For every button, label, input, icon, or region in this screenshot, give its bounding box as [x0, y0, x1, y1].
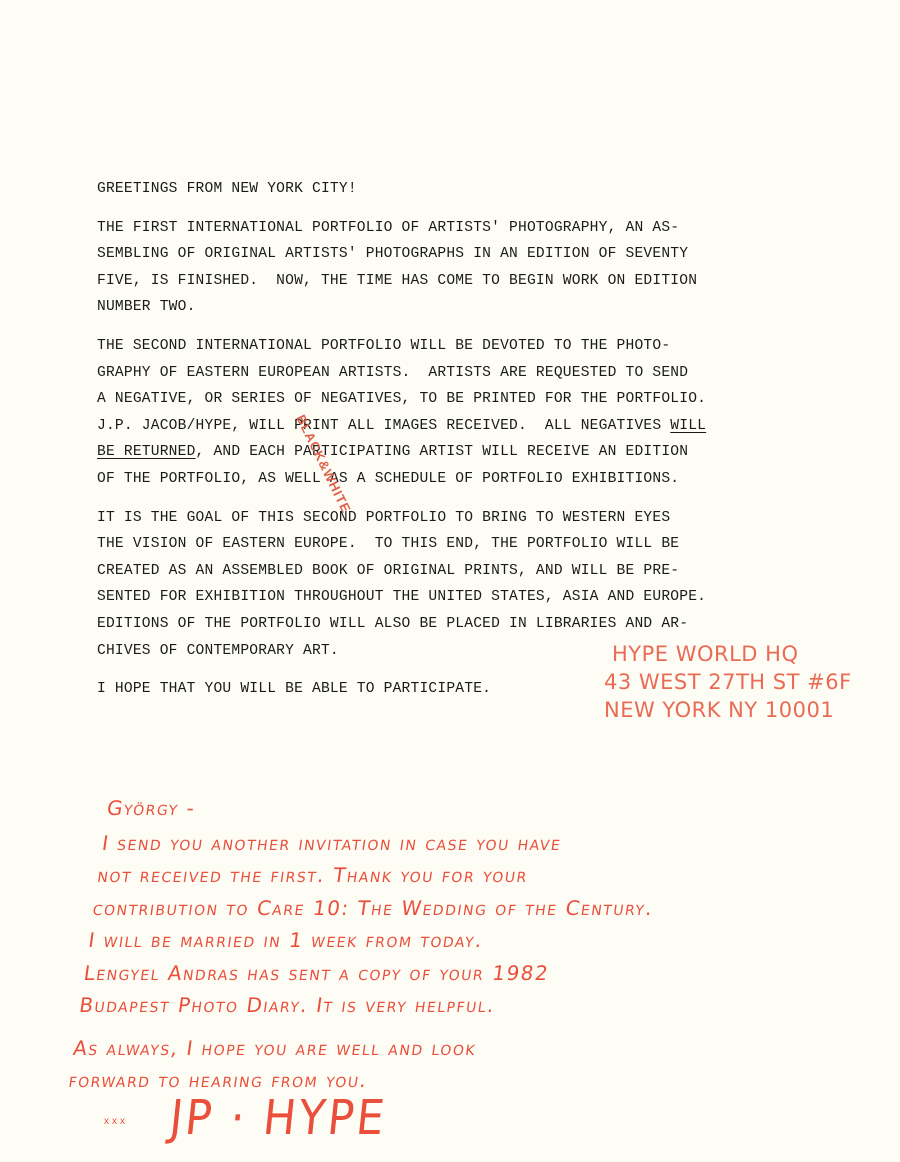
p3-line: CHIVES OF CONTEMPORARY ART.: [97, 642, 339, 659]
signature: JP · HYPE: [167, 1090, 390, 1146]
note-line: not received the first. Thank you for your: [96, 863, 530, 887]
p2-line: OF THE PORTFOLIO, AS WELL AS A SCHEDULE OF PORTFOLIO EXHIBITIONS.: [97, 470, 680, 487]
p1-line: SEMBLING OF ORIGINAL ARTISTS' PHOTOGRAPHS IN AN EDITION OF SEVENTY: [97, 246, 689, 263]
handwritten-note: [67, 792, 870, 1097]
p3-line: THE VISION OF EASTERN EUROPE. TO THIS END, THE PORTFOLIO WILL BE: [97, 536, 680, 553]
p3-line: CREATED AS AN ASSEMBLED BOOK OF ORIGINAL PRINTS, AND WILL BE PRE-: [97, 562, 680, 579]
stamp-line: 43 WEST 27TH ST #6F: [604, 670, 852, 694]
typed-letter: [97, 176, 842, 715]
p2-line: J.P. JACOB/HYPE, WILL PRINT ALL IMAGES RECEIVED. ALL NEGATIVES: [97, 417, 671, 434]
note-greeting: György -: [105, 796, 198, 820]
note-line: Budapest Photo Diary. It is very helpful.: [77, 993, 497, 1017]
p2-line: A NEGATIVE, OR SERIES OF NEGATIVES, TO BE PRINTED FOR THE PORTFOLIO.: [97, 391, 707, 408]
p1-line: THE FIRST INTERNATIONAL PORTFOLIO OF ARTISTS' PHOTOGRAPHY, AN AS-: [97, 219, 680, 236]
note-line: Lengyel Andras has sent a copy of your 1982: [82, 960, 552, 985]
kisses-mark: xxx: [104, 1116, 128, 1127]
note-line: I send you another invitation in case you have: [100, 830, 564, 855]
underlined-will: WILL: [670, 417, 707, 434]
stamp-line: HYPE WORLD HQ: [612, 642, 799, 666]
p3-line: SENTED FOR EXHIBITION THROUGHOUT THE UNITED STATES, ASIA AND EUROPE.: [97, 589, 707, 606]
black-white-stamp: BLACK&WHITE: [293, 412, 354, 516]
p1-line: NUMBER TWO.: [97, 299, 196, 316]
underlined-be-returned: BE RETURNED: [97, 444, 196, 461]
p1-line: FIVE, IS FINISHED. NOW, THE TIME HAS COME TO BEGIN WORK ON EDITION: [97, 272, 698, 289]
note-line: I will be married in 1 week from today.: [86, 928, 485, 952]
note-line: contribution to Care 10: The Wedding of the Century.: [91, 895, 656, 920]
p2-line: GRAPHY OF EASTERN EUROPEAN ARTISTS. ARTISTS ARE REQUESTED TO SEND: [97, 364, 689, 381]
p3-line: IT IS THE GOAL OF THIS SECOND PORTFOLIO TO BRING TO WESTERN EYES: [97, 509, 671, 526]
paragraph-1: [97, 215, 842, 321]
p2-line: THE SECOND INTERNATIONAL PORTFOLIO WILL BE DEVOTED TO THE PHOTO-: [97, 337, 671, 354]
paragraph-2: [97, 333, 842, 493]
note-line: forward to hearing from you.: [67, 1068, 370, 1092]
letter-greeting: GREETINGS FROM NEW YORK CITY!: [97, 181, 357, 197]
stamp-line: NEW YORK NY 10001: [604, 698, 835, 722]
p2-line: , AND EACH PARTICIPATING ARTIST WILL RECEIVE AN EDITION: [195, 444, 689, 461]
p3-line: EDITIONS OF THE PORTFOLIO WILL ALSO BE PLACED IN LIBRARIES AND AR-: [97, 615, 689, 632]
note-line: As always, I hope you are well and look: [71, 1035, 479, 1060]
address-stamp: [604, 640, 852, 724]
letter-closing: I HOPE THAT YOU WILL BE ABLE TO PARTICIPATE.: [97, 681, 492, 698]
